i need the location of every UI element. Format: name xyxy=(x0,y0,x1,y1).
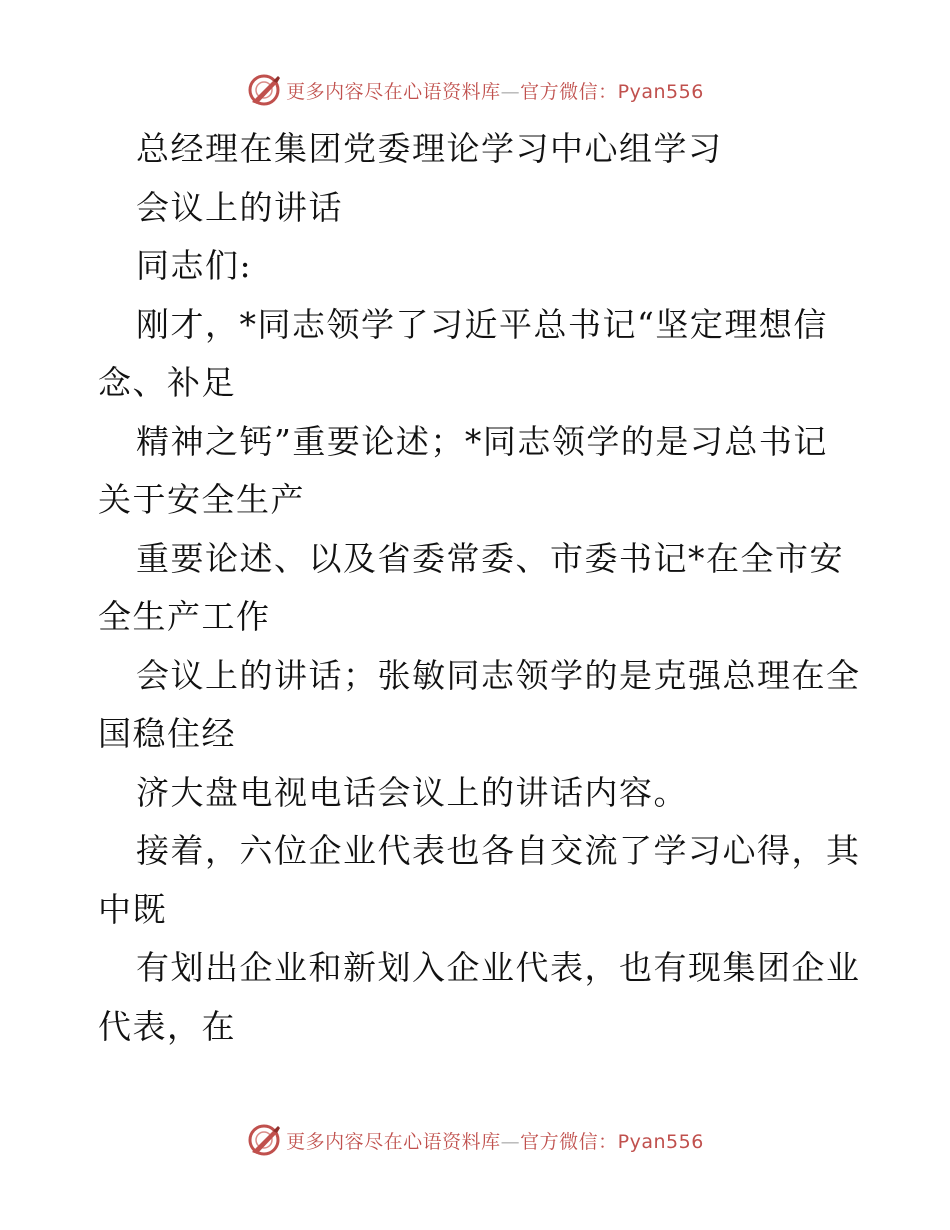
doc-paragraph-line: 念、补足 xyxy=(98,363,236,402)
doc-paragraph-line: 关于安全生产 xyxy=(98,480,305,519)
footer-banner-contact: 官方微信：Pyan556 xyxy=(520,1130,704,1153)
doc-paragraph-line: 接着，六位企业代表也各自交流了学习心得，其 xyxy=(136,831,861,870)
header-banner xyxy=(0,68,950,112)
footer-banner xyxy=(0,1118,950,1162)
doc-paragraph-line: 济大盘电视电话会议上的讲话内容。 xyxy=(136,772,688,812)
doc-paragraph-line: 全生产工作 xyxy=(98,597,271,636)
doc-paragraph-line: 国稳住经 xyxy=(98,714,236,753)
footer-banner-text xyxy=(286,1127,704,1154)
header-banner-contact: 官方微信：Pyan556 xyxy=(520,80,704,103)
doc-paragraph-line: 有划出企业和新划入企业代表，也有现集团企业 xyxy=(136,948,861,987)
doc-paragraph-line: 会议上的讲话；张敏同志领学的是克强总理在全 xyxy=(136,655,861,695)
header-banner-main: 更多内容尽在心语资料库 xyxy=(286,80,501,103)
doc-paragraph-line: 重要论述、以及省委常委、市委书记*在全市安 xyxy=(136,538,844,578)
doc-paragraph-line: 刚才，*同志领学了习近平总书记“坚定理想信 xyxy=(136,304,828,344)
doc-salutation: 同志们: xyxy=(136,246,253,285)
doc-paragraph-line: 代表，在 xyxy=(98,1006,236,1046)
pen-logo-icon xyxy=(246,72,282,108)
pen-logo-icon xyxy=(246,1122,282,1158)
header-banner-dash: — xyxy=(500,80,521,103)
doc-paragraph-line: 中既 xyxy=(98,889,167,929)
doc-paragraph-line: 精神之钙”重要论述；*同志领学的是习总书记 xyxy=(136,421,828,461)
doc-title-line-2: 会议上的讲话 xyxy=(136,187,343,227)
header-banner-text xyxy=(286,77,704,104)
footer-banner-dash: — xyxy=(500,1130,521,1153)
footer-banner-main: 更多内容尽在心语资料库 xyxy=(286,1130,501,1153)
document-body xyxy=(98,120,861,1056)
doc-title-line-1: 总经理在集团党委理论学习中心组学习 xyxy=(136,129,723,168)
